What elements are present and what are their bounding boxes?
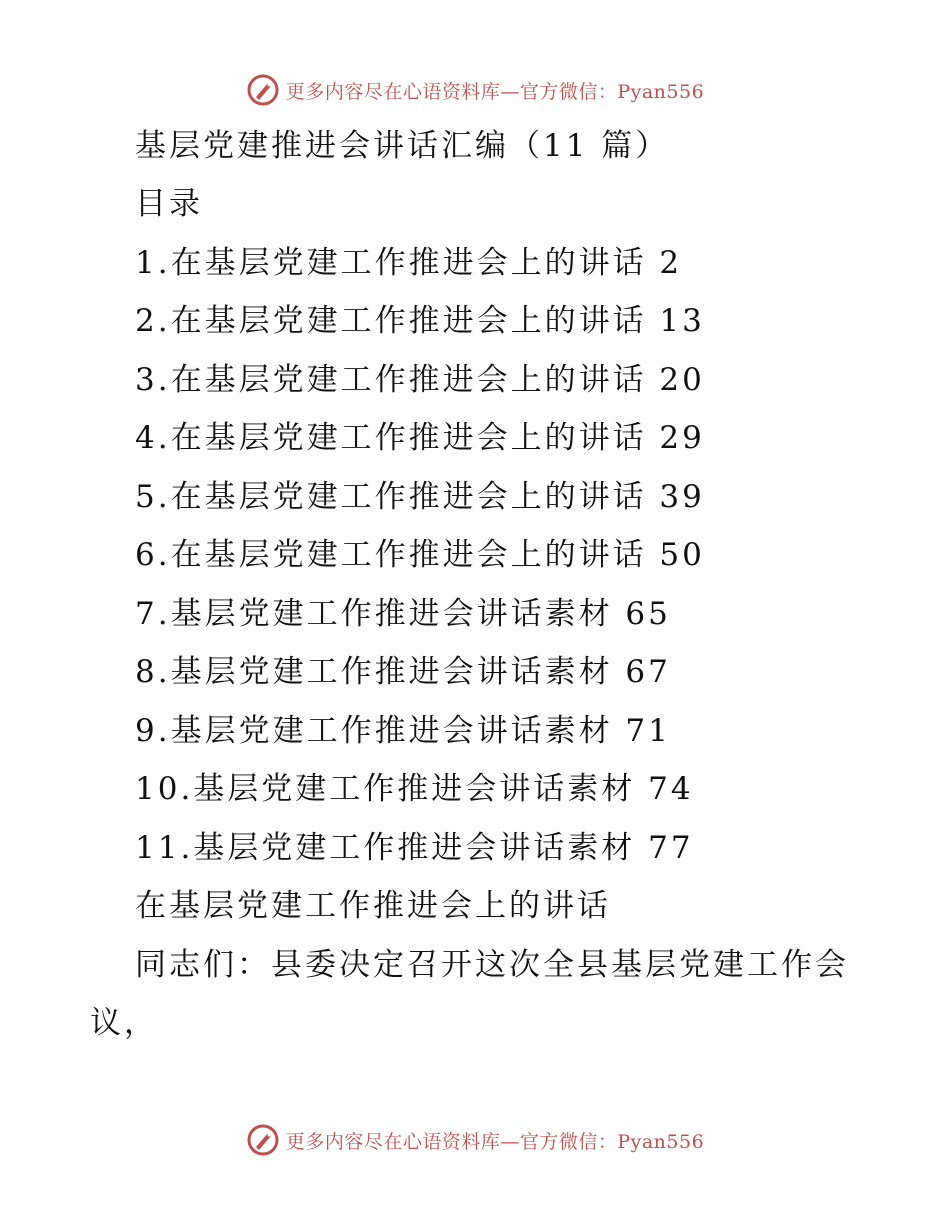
body-paragraph-line: 议，: [90, 1005, 158, 1041]
watermark-text: 更多内容尽在心语资料库—官方微信：Pyan556: [285, 1130, 705, 1153]
pen-nib-logo-icon: [246, 73, 280, 107]
toc-item: 8.基层党建工作推进会讲话素材 67: [135, 654, 671, 690]
section-heading: 在基层党建工作推进会上的讲话: [135, 888, 611, 924]
pen-nib-logo-icon: [246, 1123, 280, 1157]
watermark-text: 更多内容尽在心语资料库—官方微信：Pyan556: [285, 80, 705, 103]
toc-heading: 目录: [135, 186, 203, 222]
toc-item: 1.在基层党建工作推进会上的讲话 2: [135, 245, 683, 281]
toc-item: 9.基层党建工作推进会讲话素材 71: [135, 713, 671, 749]
toc-item: 2.在基层党建工作推进会上的讲话 13: [135, 303, 705, 339]
toc-item: 3.在基层党建工作推进会上的讲话 20: [135, 362, 705, 398]
header-watermark: [0, 70, 950, 110]
toc-item: 5.在基层党建工作推进会上的讲话 39: [135, 479, 705, 515]
toc-item: 6.在基层党建工作推进会上的讲话 50: [135, 537, 705, 573]
toc-item: 4.在基层党建工作推进会上的讲话 29: [135, 420, 705, 456]
toc-item: 11.基层党建工作推进会讲话素材 77: [135, 830, 694, 866]
document-title: 基层党建推进会讲话汇编（11 篇）: [135, 128, 670, 164]
toc-item: 10.基层党建工作推进会讲话素材 74: [135, 771, 694, 807]
toc-item: 7.基层党建工作推进会讲话素材 65: [135, 596, 671, 632]
footer-watermark: [0, 1120, 950, 1160]
body-paragraph-line: 同志们：县委决定召开这次全县基层党建工作会: [135, 947, 849, 983]
